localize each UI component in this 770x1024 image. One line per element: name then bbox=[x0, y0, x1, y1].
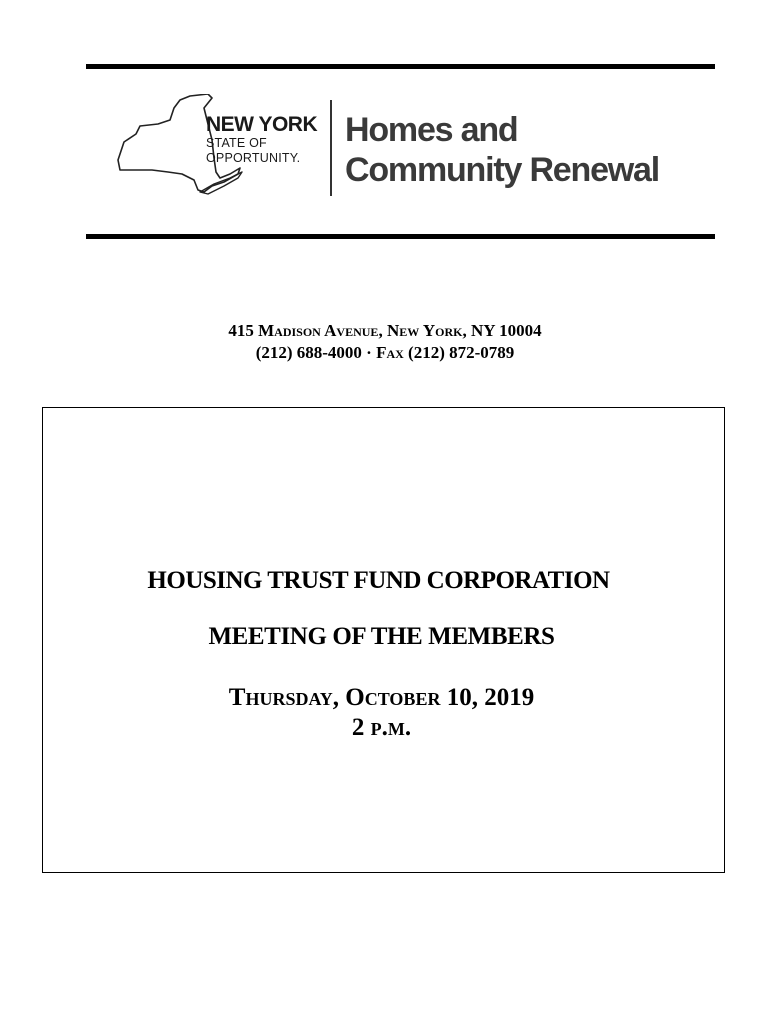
phone-fax: (212) 688-4000 · Fax (212) 872-0789 bbox=[255, 343, 515, 362]
agency-wordmark-line1: Homes and bbox=[345, 111, 518, 149]
ny-wordmark-line2: STATE OF bbox=[206, 136, 267, 150]
ny-state-wordmark bbox=[206, 114, 317, 164]
address-block bbox=[0, 320, 770, 364]
ny-wordmark-line1: NEW YORK bbox=[206, 113, 318, 136]
meeting-datetime bbox=[43, 683, 724, 743]
meeting-date: Thursday, October 10, 2019 bbox=[228, 684, 535, 711]
top-rule bbox=[86, 64, 715, 69]
meeting-title: MEETING OF THE MEMBERS bbox=[208, 623, 555, 650]
agency-logo bbox=[112, 94, 672, 204]
agency-wordmark bbox=[345, 110, 659, 190]
organization-title: HOUSING TRUST FUND CORPORATION bbox=[147, 567, 610, 594]
logo-divider bbox=[330, 100, 332, 196]
meeting-time: 2 p.m. bbox=[351, 714, 412, 741]
bottom-rule bbox=[86, 234, 715, 239]
cover-box bbox=[42, 407, 725, 873]
agency-wordmark-line2: Community Renewal bbox=[345, 151, 659, 189]
ny-wordmark-line3: OPPORTUNITY. bbox=[206, 150, 301, 165]
street-address: 415 Madison Avenue, New York, NY 10004 bbox=[228, 321, 542, 340]
